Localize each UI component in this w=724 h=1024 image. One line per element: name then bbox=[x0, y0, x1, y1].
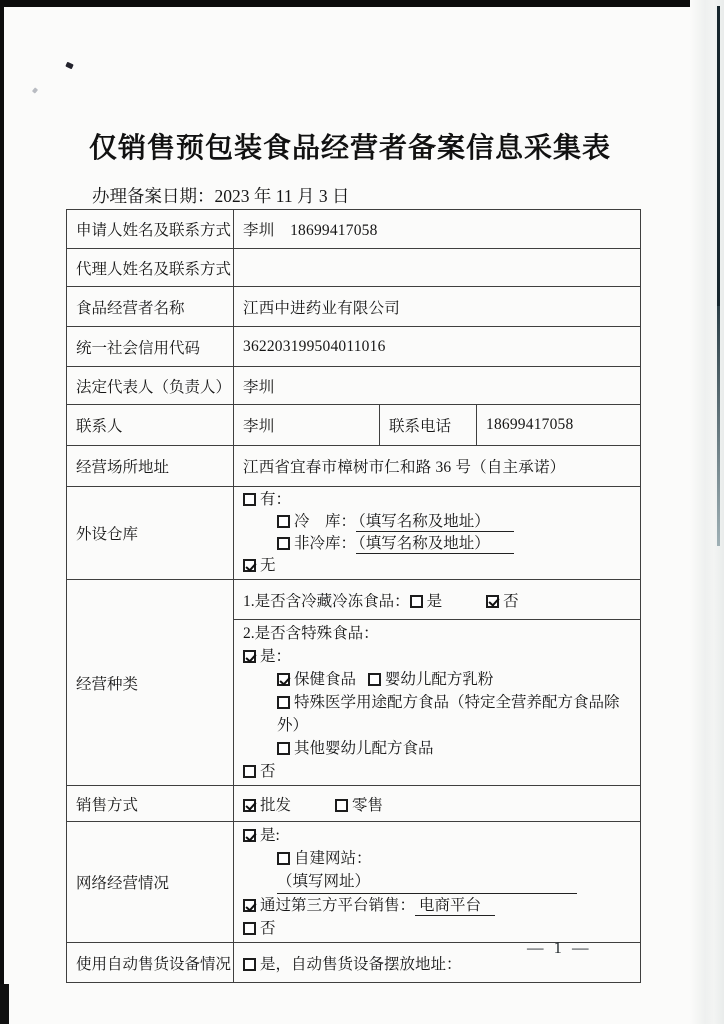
wholesale-label: 批发 bbox=[260, 796, 292, 814]
warehouse-have-checkbox bbox=[243, 493, 256, 506]
operator-name-value: 江西中进药业有限公司 bbox=[234, 287, 641, 327]
row-credit-code bbox=[67, 327, 641, 367]
special-food-question bbox=[234, 620, 641, 786]
infant-milk-label: 婴幼儿配方乳粉 bbox=[384, 671, 494, 688]
credit-code-label: 统一社会信用代码 bbox=[67, 327, 234, 367]
warehouse-options bbox=[234, 487, 641, 580]
online-business-options bbox=[234, 822, 641, 943]
row-address bbox=[67, 446, 641, 487]
online-yes-label: 是: bbox=[260, 827, 280, 844]
online-yes-checkbox bbox=[243, 829, 256, 842]
warehouse-noncold-fill-line: （填写名称及地址） bbox=[356, 535, 514, 554]
scan-edge-left-bump bbox=[0, 984, 9, 1024]
cold-frozen-question-text: 1.是否含冷藏冷冻食品： bbox=[243, 592, 410, 610]
legal-rep-label: 法定代表人（负责人） bbox=[67, 367, 234, 405]
filing-date: 办理备案日期：2023 年 11 月 3 日 bbox=[92, 186, 350, 206]
warehouse-none-checkbox bbox=[243, 559, 256, 572]
infant-milk-checkbox bbox=[368, 673, 381, 686]
third-party-checkbox bbox=[243, 899, 256, 912]
scan-edge-right-line bbox=[717, 6, 720, 306]
warehouse-cold-checkbox bbox=[277, 515, 290, 528]
special-food-yes-checkbox bbox=[243, 650, 256, 663]
special-food-question-text: 2.是否含特殊食品： bbox=[243, 625, 379, 642]
vending-yes-checkbox bbox=[243, 958, 256, 971]
scan-speck bbox=[32, 87, 38, 93]
special-food-no-label: 否 bbox=[260, 763, 276, 780]
warehouse-noncold-checkbox bbox=[277, 537, 290, 550]
special-food-no-checkbox bbox=[243, 765, 256, 778]
cold-frozen-question bbox=[234, 580, 641, 620]
operator-name-label: 食品经营者名称 bbox=[67, 287, 234, 327]
third-party-value: 电商平台 bbox=[415, 897, 495, 916]
special-medical-label: 特殊医学用途配方食品（特定全营养配方食品除外） bbox=[277, 694, 620, 734]
special-medical-checkbox bbox=[277, 696, 290, 709]
scan-speck bbox=[65, 62, 73, 69]
scan-edge-top bbox=[0, 0, 724, 7]
online-no-label: 否 bbox=[260, 920, 276, 937]
contact-value: 李圳 bbox=[234, 405, 380, 446]
row-sales-method bbox=[67, 786, 641, 822]
contact-phone-label: 联系电话 bbox=[380, 405, 477, 446]
retail-label: 零售 bbox=[352, 796, 384, 814]
warehouse-label: 外设仓库 bbox=[67, 487, 234, 580]
online-business-label: 网络经营情况 bbox=[67, 822, 234, 943]
business-kind-label: 经营种类 bbox=[67, 580, 234, 786]
warehouse-cold-fill-line: （填写名称及地址） bbox=[356, 513, 514, 532]
registration-form-table bbox=[66, 209, 641, 983]
legal-rep-value: 李圳 bbox=[234, 367, 641, 405]
cold-frozen-no-checkbox bbox=[486, 595, 499, 608]
vending-label: 使用自动售货设备情况 bbox=[67, 943, 234, 983]
document-title: 仅销售预包装食品经营者备案信息采集表 bbox=[88, 133, 611, 164]
third-party-label: 通过第三方平台销售： bbox=[260, 897, 416, 914]
page-number: — 1 — bbox=[527, 938, 592, 957]
cold-frozen-no-label: 否 bbox=[503, 592, 519, 610]
own-site-label: 自建网站： bbox=[294, 850, 372, 867]
row-operator-name bbox=[67, 287, 641, 327]
row-online-business bbox=[67, 822, 641, 943]
sales-method-options bbox=[234, 786, 641, 822]
row-business-kind-q1 bbox=[67, 580, 641, 620]
contact-label: 联系人 bbox=[67, 405, 234, 446]
vending-text: 是，自动售货设备摆放地址： bbox=[260, 955, 462, 973]
cold-frozen-yes-checkbox bbox=[410, 595, 423, 608]
applicant-value: 李圳 18699417058 bbox=[234, 210, 641, 249]
warehouse-noncold-label: 非冷库： bbox=[294, 535, 357, 552]
online-no-checkbox bbox=[243, 922, 256, 935]
agent-label: 代理人姓名及联系方式 bbox=[67, 249, 234, 287]
own-site-fill-line: （填写网址） bbox=[277, 870, 577, 894]
credit-code-value: 362203199504011016 bbox=[234, 327, 641, 367]
wholesale-checkbox bbox=[243, 799, 256, 812]
row-agent bbox=[67, 249, 641, 287]
own-site-checkbox bbox=[277, 852, 290, 865]
warehouse-none-label: 无 bbox=[260, 557, 276, 574]
scan-edge-right-line-fade bbox=[717, 306, 720, 546]
agent-value bbox=[234, 249, 641, 287]
row-legal-rep bbox=[67, 367, 641, 405]
contact-phone-value: 18699417058 bbox=[477, 405, 641, 446]
special-food-yes-label: 是： bbox=[260, 648, 292, 665]
address-value: 江西省宜春市樟树市仁和路 36 号（自主承诺） bbox=[234, 446, 641, 487]
row-warehouse bbox=[67, 487, 641, 580]
sales-method-label: 销售方式 bbox=[67, 786, 234, 822]
health-food-checkbox bbox=[277, 673, 290, 686]
applicant-label: 申请人姓名及联系方式 bbox=[67, 210, 234, 249]
warehouse-have-label: 有： bbox=[260, 491, 292, 508]
row-contact bbox=[67, 405, 641, 446]
other-infant-label: 其他婴幼儿配方食品 bbox=[294, 740, 434, 757]
row-applicant bbox=[67, 210, 641, 249]
cold-frozen-yes-label: 是 bbox=[426, 592, 443, 610]
warehouse-cold-label: 冷 库： bbox=[294, 513, 357, 530]
retail-checkbox bbox=[335, 799, 348, 812]
address-label: 经营场所地址 bbox=[67, 446, 234, 487]
health-food-label: 保健食品 bbox=[294, 671, 357, 688]
other-infant-checkbox bbox=[277, 742, 290, 755]
